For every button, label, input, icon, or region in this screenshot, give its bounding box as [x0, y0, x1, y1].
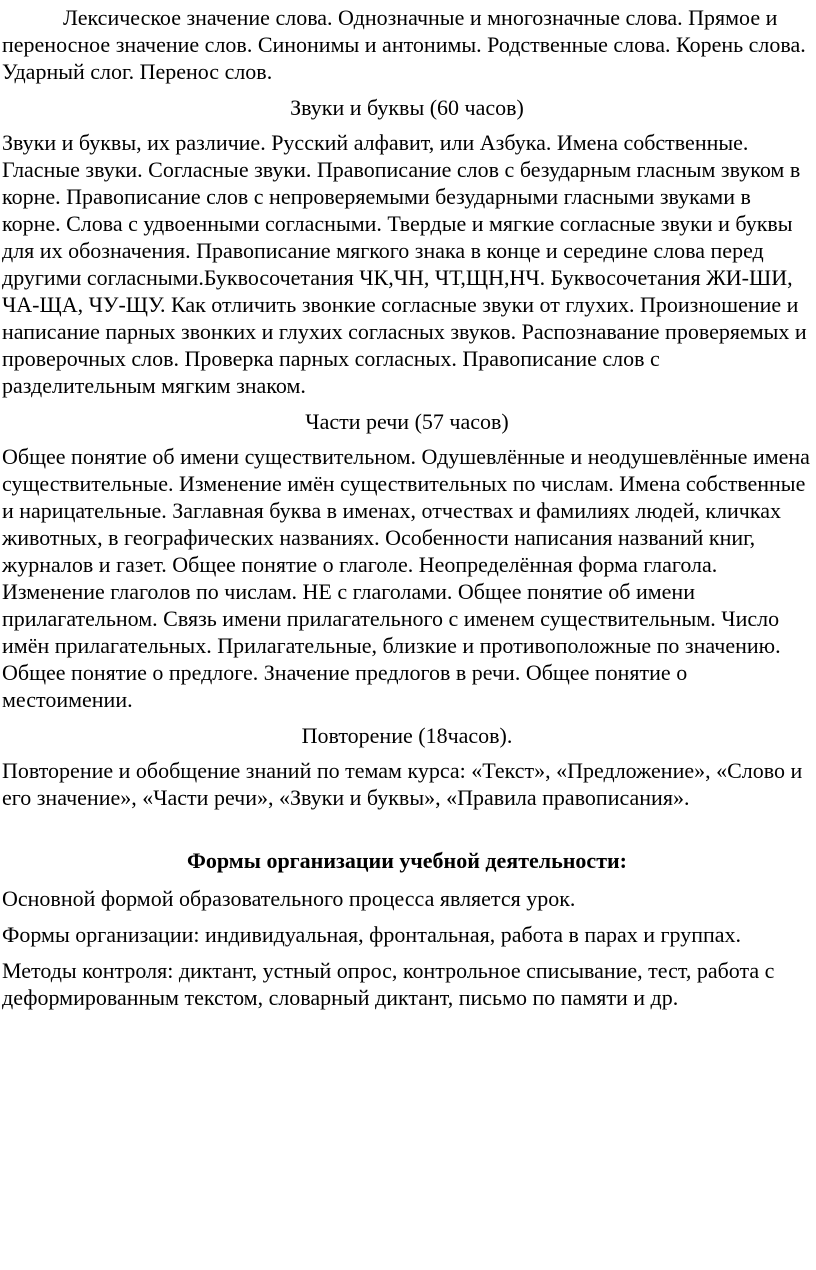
section-heading-parts-of-speech: Части речи (57 часов) [305, 409, 509, 434]
section-body-sounds-letters: Звуки и буквы, их различие. Русский алфавит, или Азбука. Имена собственные. Гласные звуки. Согласные звуки. Правописание слов с безударным гласным звуком в корне. Правописание слов с непроверяемыми безударными гласными звуками в корне. Слова с удвоенными согласными. Твердые и мягкие согласные звуки и буквы для их обозначения. Правописание мягкого знака в конце и середине слова перед другими согласными.Буквосочетания ЧК,ЧН, ЧТ,ЩН,НЧ. Буквосочетания ЖИ-ШИ, ЧА-ЩА, ЧУ-ЩУ. Как отличить звонкие согласные звуки от глухих. Произношение и написание парных звонких и глухих согласных звуков. Распознавание проверяемых и проверочных слов. Проверка парных согласных. Правописание слов с разделительным мягким знаком. [2, 130, 807, 398]
forms-paragraph-organization: Формы организации: индивидуальная, фронтальная, работа в парах и группах. [2, 922, 742, 947]
intro-paragraph: Лексическое значение слова. Однозначные и многозначные слова. Прямое и переносное значение слов. Синонимы и антонимы. Родственные слова. Корень слова. Ударный слог. Перенос слов. [2, 5, 806, 84]
section-heading-sounds-letters: Звуки и буквы (60 часов) [290, 95, 524, 120]
section-body-parts-of-speech: Общее понятие об имени существительном. Одушевлённые и неодушевлённые имена существительные. Изменение имён существительных по числам. Имена собственные и нарицательные. Заглавная буква в именах, отчествах и фамилиях людей, кличках животных, в географических названиях. Особенности написания названий книг, журналов и газет. Общее понятие о глаголе. Неопределённая форма глагола. Изменение глаголов по числам. НЕ с глаголами. Общее понятие об имени прилагательном. Связь имени прилагательного с именем существительным. Число имён прилагательных. Прилагательные, близкие и противоположные по значению. Общее понятие о предлоге. Значение предлогов в речи. Общее понятие о местоимении. [2, 444, 810, 712]
section-heading-repetition: Повторение (18часов). [301, 723, 513, 748]
forms-paragraph-control-methods: Методы контроля: диктант, устный опрос, контрольное списывание, тест, работа с деформированным текстом, словарный диктант, письмо по памяти и др. [2, 958, 775, 1010]
forms-heading: Формы организации учебной деятельности: [186, 848, 628, 873]
forms-paragraph-lesson: Основной формой образовательного процесса является урок. [2, 886, 576, 911]
section-body-repetition: Повторение и обобщение знаний по темам курса: «Текст», «Предложение», «Слово и его значение», «Части речи», «Звуки и буквы», «Правила правописания». [2, 758, 803, 810]
